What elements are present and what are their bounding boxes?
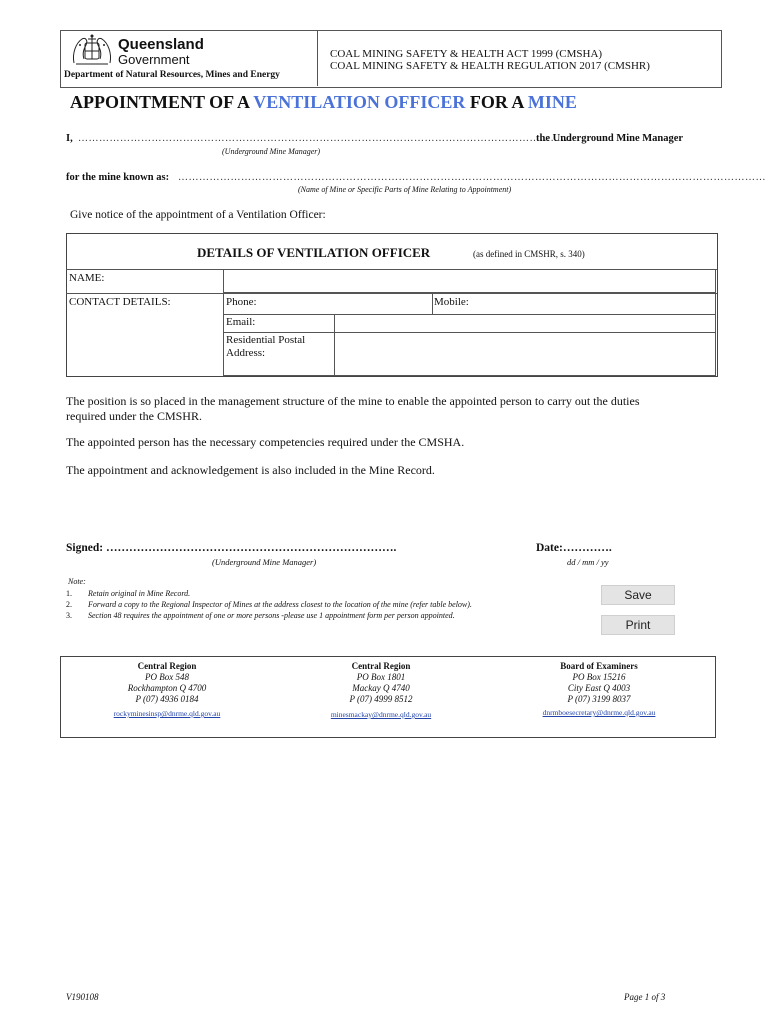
signed-field[interactable]: Signed: …………………………………………………………………. [66, 542, 397, 554]
region-name: Board of Examiners [560, 661, 638, 671]
postal-label-line1: Residential Postal [226, 334, 306, 346]
details-table [66, 233, 718, 377]
statement-placement-line1: The position is so placed in the management structure of the mine to enable the appointed person to carry out the duties [66, 394, 640, 408]
region-city: City East Q 4003 [567, 683, 631, 693]
mine-name-field[interactable]: …………………………………………………………………………………………………………………………………………………… [178, 172, 766, 183]
statement-placement [66, 394, 640, 424]
logo-government: Government [118, 52, 190, 67]
department-name: Department of Natural Resources, Mines and Energy [64, 70, 280, 80]
region-name: Central Region [137, 661, 197, 671]
page-number: Page 1 of 3 [624, 992, 666, 1002]
regulation-line: COAL MINING SAFETY & HEALTH REGULATION 2017 (CMSHR) [330, 60, 650, 72]
region-mackay [281, 661, 481, 720]
statement-placement-line2: required under the CMSHR. [66, 409, 202, 423]
note-item-3: Section 48 requires the appointment of one or more persons -please use 1 appointment form per person appointed. [88, 611, 455, 620]
save-button[interactable]: Save [601, 585, 675, 605]
phone-label: Phone: [226, 296, 257, 308]
i-label: I, [66, 133, 73, 144]
statement-mine-record: The appointment and acknowledgement is also included in the Mine Record. [66, 463, 435, 477]
note-item-2: Forward a copy to the Regional Inspector of Mines at the address closest to the location of the mine (refer table below). [88, 600, 472, 609]
email-input[interactable] [334, 314, 716, 333]
manager-name-field[interactable]: …………………………………………………………………………………………………………………………… [78, 133, 572, 144]
version-label: V190108 [66, 992, 99, 1002]
statement-competencies: The appointed person has the necessary competencies required under the CMSHA. [66, 435, 465, 449]
region-box: PO Box 1801 [356, 672, 406, 682]
regions-table [60, 656, 716, 738]
note-number-1: 1. [66, 589, 72, 598]
region-email-link[interactable]: minesmackay@dnrme.qld.gov.au [330, 710, 432, 719]
manager-suffix: the Underground Mine Manager [536, 133, 684, 144]
region-phone: P (07) 4936 0184 [135, 694, 199, 704]
region-name: Central Region [351, 661, 411, 671]
note-title: Note: [68, 577, 86, 586]
mobile-label: Mobile: [434, 296, 469, 308]
region-rockhampton [67, 661, 267, 719]
queensland-crest-icon [70, 33, 114, 67]
date-field[interactable]: Date:…………. [536, 542, 612, 554]
email-label: Email: [226, 316, 256, 328]
note-number-3: 3. [66, 611, 72, 620]
manager-hint: (Underground Mine Manager) [222, 147, 321, 156]
title-role: VENTILATION OFFICER [253, 92, 466, 112]
region-email-link[interactable]: rockyminesinsp@dnrme.qld.gov.au [113, 709, 221, 718]
signed-hint: (Underground Mine Manager) [212, 557, 317, 567]
act-line: COAL MINING SAFETY & HEALTH ACT 1999 (CMSHA) [330, 48, 603, 60]
region-box: PO Box 15216 [572, 672, 626, 682]
region-city: Rockhampton Q 4700 [127, 683, 207, 693]
mobile-input[interactable] [432, 293, 716, 315]
title-mine: MINE [527, 92, 577, 112]
note-number-2: 2. [66, 600, 72, 609]
postal-label [226, 334, 305, 360]
date-hint: dd / mm / yy [567, 557, 609, 567]
mine-label: for the mine known as: [66, 172, 170, 183]
postal-address-input[interactable] [334, 332, 716, 376]
mine-hint: (Name of Mine or Specific Parts of Mine Relating to Appointment) [298, 185, 512, 194]
legislation-reference [330, 48, 650, 72]
print-button[interactable]: Print [601, 615, 675, 635]
logo-queensland: Queensland [118, 36, 204, 53]
region-city: Mackay Q 4740 [352, 683, 410, 693]
notice-text: Give notice of the appointment of a Ventilation Officer: [70, 209, 326, 221]
region-board-of-examiners [499, 661, 699, 718]
contact-label: CONTACT DETAILS: [69, 296, 171, 308]
page-title [70, 92, 577, 113]
region-box: PO Box 548 [145, 672, 189, 682]
details-heading-note: (as defined in CMSHR, s. 340) [473, 249, 585, 259]
title-part1: APPOINTMENT OF A [70, 92, 254, 112]
name-label: NAME: [69, 272, 105, 284]
region-email-link[interactable]: dnrmboesecretary@dnrme.qld.gov.au [542, 708, 656, 717]
name-input[interactable] [223, 269, 716, 293]
postal-label-line2: Address: [226, 347, 266, 359]
details-heading: DETAILS OF VENTILATION OFFICER [197, 245, 431, 260]
title-part3: FOR A [465, 92, 528, 112]
region-phone: P (07) 3199 8037 [567, 694, 631, 704]
region-phone: P (07) 4999 8512 [349, 694, 413, 704]
note-item-1: Retain original in Mine Record. [88, 589, 191, 598]
